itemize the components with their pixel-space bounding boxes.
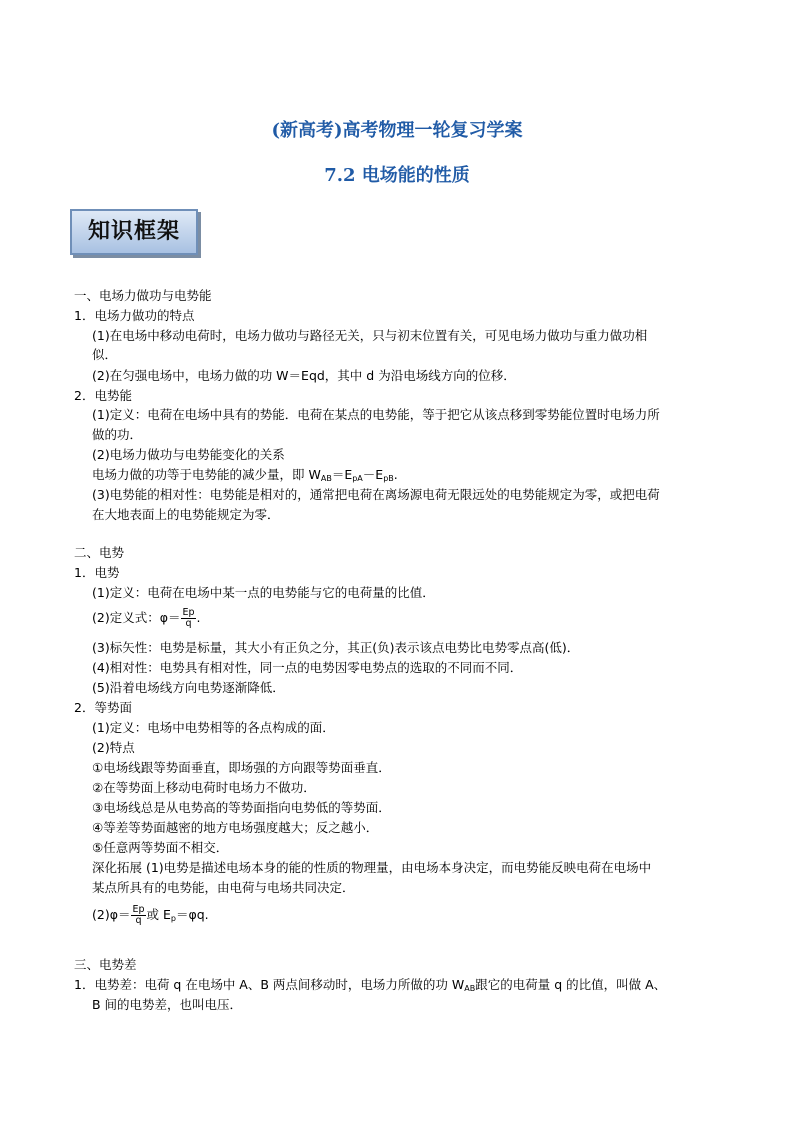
paragraph-line: 做的功． bbox=[92, 427, 143, 442]
item-title: 1．电势 bbox=[74, 565, 120, 580]
list-item: ③电场线总是从电势高的等势面指向电势低的等势面． bbox=[92, 800, 391, 815]
paragraph-line: (2)电场力做功与电势能变化的关系 bbox=[92, 447, 285, 462]
paragraph-line: B 间的电势差，也叫电压． bbox=[92, 997, 243, 1012]
paragraph-line: 似． bbox=[92, 347, 118, 362]
paragraph-line: (4)相对性：电势具有相对性，同一点的电势因零电势点的选取的不同而不同． bbox=[92, 660, 523, 675]
paragraph-line: (1)定义：电荷在电场中某一点的电势能与它的电荷量的比值． bbox=[92, 585, 435, 600]
document-subtitle: 7.2 电场能的性质 bbox=[324, 165, 470, 186]
section-badge: 知识框架 bbox=[70, 209, 198, 255]
paragraph-line: (1)定义：电场中电势相等的各点构成的面． bbox=[92, 720, 335, 735]
section-heading: 三、电势差 bbox=[74, 957, 137, 972]
formula-line: (2)φ＝ $\frac{Ep}{q}$ 或 $E_p=\varphi q$. bbox=[92, 904, 209, 926]
list-item: ②在等势面上移动电荷时电场力不做功． bbox=[92, 780, 316, 795]
section-heading: 一、电场力做功与电势能 bbox=[74, 288, 212, 303]
paragraph-line: 深化拓展 (1)电势是描述电场本身的能的性质的物理量，由电场本身决定，而电势能反映电荷在电场中 bbox=[92, 860, 652, 875]
list-item: ⑤任意两等势面不相交． bbox=[92, 840, 229, 855]
paragraph-line: 某点所具有的电势能，由电荷与电场共同决定． bbox=[92, 880, 355, 895]
document-title: (新高考)高考物理一轮复习学案 bbox=[271, 120, 523, 141]
paragraph-line: (3)电势能的相对性：电势能是相对的，通常把电荷在离场源电荷无限远处的电势能规定为零，或把电荷 bbox=[92, 487, 660, 502]
list-item: ④等差等势面越密的地方电场强度越大；反之越小． bbox=[92, 820, 379, 835]
paragraph-line: (1)定义：电荷在电场中具有的势能．电荷在某点的电势能，等于把它从该点移到零势能位置时电场力所 bbox=[92, 407, 660, 422]
fraction: $\frac{Ep}{q}$ bbox=[132, 904, 145, 926]
section-heading: 二、电势 bbox=[74, 545, 125, 560]
item-title: 1．电场力做功的特点 bbox=[74, 308, 195, 323]
paragraph-line: (3)标矢性：电势是标量，其大小有正负之分，其正(负)表示该点电势比电势零点高(低)． bbox=[92, 640, 580, 655]
fraction: $\frac{Ep}{q}$ bbox=[182, 607, 195, 629]
item-title: 2．等势面 bbox=[74, 700, 132, 715]
paragraph-line: (5)沿着电场线方向电势逐渐降低． bbox=[92, 680, 285, 695]
item-title: 2．电势能 bbox=[74, 388, 132, 403]
paragraph-line: (1)在电场中移动电荷时，电场力做功与路径无关，只与初末位置有关，可见电场力做功与重力做功相 bbox=[92, 328, 648, 343]
paragraph-line: 在大地表面上的电势能规定为零． bbox=[92, 507, 280, 522]
formula-line: 电场力做的功等于电势能的减少量，即 $W_{AB}=E_{pA}-E_{pB}$. bbox=[92, 467, 398, 483]
paragraph-line: (2)在匀强电场中，电场力做的功 W＝Eqd，其中 d 为沿电场线方向的位移． bbox=[92, 368, 516, 383]
list-item: ①电场线跟等势面垂直，即场强的方向跟等势面垂直． bbox=[92, 760, 391, 775]
paragraph-line: (2)特点 bbox=[92, 740, 135, 755]
formula-line: 1．电势差：电荷 q 在电场中 A、B 两点间移动时，电场力所做的功 $W_{AB}$跟它的电荷量 q 的比值，叫做 A、 bbox=[74, 977, 667, 993]
formula-line: (2)定义式：φ＝ $\frac{Ep}{q}$ . bbox=[92, 607, 201, 629]
